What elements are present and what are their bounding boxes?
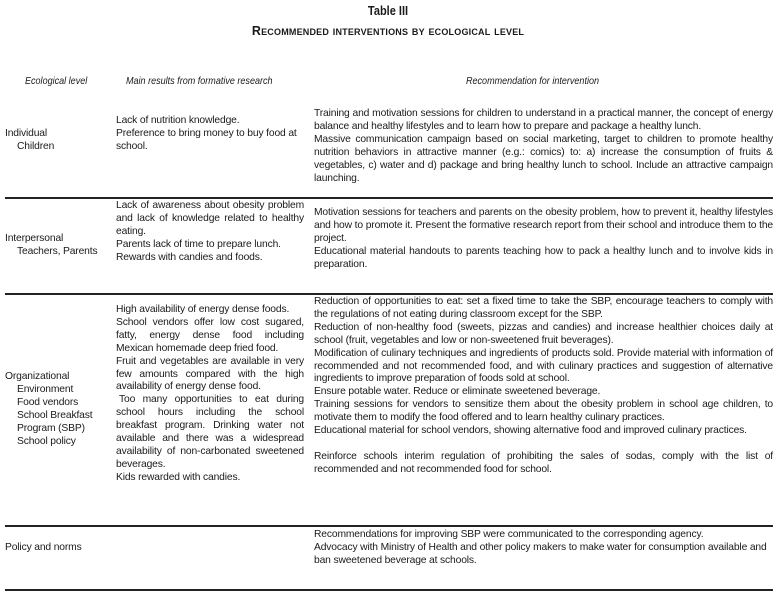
result-item: Rewards with candies and foods. xyxy=(116,251,263,263)
recommendation-item: Massive communication campaign based on social marketing, target to children to promote healthy nutrition behaviors in attractive manner (e.g.: comics) to: a) increase the consumption of fruits & vegetables, c) water and d) package and bring healthy lunch to school. Include an attractive campaign launching. xyxy=(314,133,773,184)
table-bottom-rule xyxy=(5,589,773,591)
ecological-level-cell xyxy=(5,233,115,259)
sublevel-label: Teachers, Parents xyxy=(17,245,98,257)
recommendation-item: Motivation sessions for teachers and parents on the obesity problem, how to prevent it, healthy lifestyles and how to promote it. Present the formative research report from their school and introduce them to the project. xyxy=(314,207,773,244)
spacer xyxy=(314,438,773,451)
recommendation-item: Reduction of opportunities to eat: set a fixed time to take the SBP, encourage teachers to comply with the regulations of not eating during classroom except for the SBP. xyxy=(314,296,773,320)
ecological-level-cell xyxy=(5,371,115,448)
result-item: Parents lack of time to prepare lunch. xyxy=(116,238,281,250)
result-item: Lack of awareness about obesity problem and lack of knowledge related to healthy eating. xyxy=(116,200,304,237)
recommendation-item: Educational material handouts to parents teaching how to pack a healthy lunch and to involve kids in preparation. xyxy=(314,245,773,270)
results-cell xyxy=(116,115,304,154)
result-item: Fruit and vegetables are available in very few amounts compared with the high availability of energy dense food. xyxy=(116,355,304,393)
row-divider xyxy=(5,197,773,199)
recommendation-item: Recommendations for improving SBP were communicated to the corresponding agency. xyxy=(314,529,704,540)
recommendation-item: Training sessions for vendors to sensitize them about the obesity problem in school age children, to motivate them to modify the food offered and to learn healthy culinary practices. xyxy=(314,399,773,424)
ecological-level-cell xyxy=(5,128,115,154)
table-number: Table III xyxy=(367,4,409,18)
sublevel-label: Environment xyxy=(17,383,74,395)
recommendation-cell xyxy=(314,207,773,272)
recommendation-item: Reinforce schools interim regulation of prohibiting the sales of sodas, comply with the list of recommended and not recommended food for school. xyxy=(314,450,773,475)
header-ecological-level: Ecological level xyxy=(25,75,88,87)
result-item: Too many opportunities to eat during school hours including the school breakfast program. Drinking water not available and there was a widespread availability of non-carbonated sweetened beverages. xyxy=(116,394,304,470)
ecological-level-cell xyxy=(5,542,205,555)
sublevel-label: Program (SBP) xyxy=(17,422,85,434)
recommendation-cell xyxy=(314,108,773,185)
results-cell xyxy=(116,304,304,485)
recommendation-item: Training and motivation sessions for children to understand in a practical manner, the concept of energy balance and healthy lifestyles and to learn how to prepare and package a healthy lunch. xyxy=(314,108,773,132)
recommendation-item: Advocacy with Ministry of Health and other policy makers to make water for consumption available and ban sweetened beverage at schools. xyxy=(314,541,767,566)
recommendation-item: Modification of culinary techniques and ingredients of products sold. Provide material with information of recommended and not recommended food, and with culinary practices and suggestion of alternative ingredients to improve preparation of foods sold at school. xyxy=(314,347,773,385)
result-item: Lack of nutrition knowledge. xyxy=(116,115,240,126)
recommendation-item: Reduction of non-healthy food (sweets, pizzas and candies) and increase healthier choices daily at school (fruit, vegetables and low or non-sweetened fruit beverages). xyxy=(314,321,773,346)
recommendation-item: Educational material for school vendors, showing alternative food and improved culinary practices. xyxy=(314,425,747,437)
level-label: Individual xyxy=(5,128,48,139)
sublevel-label: Food vendors xyxy=(17,396,79,408)
recommendation-cell xyxy=(314,529,773,568)
result-item: School vendors offer low cost sugared, fatty, energy dense food including Mexican homemade deep fried food. xyxy=(116,316,304,354)
header-recommendation: Recommendation for intervention xyxy=(466,75,600,87)
header-main-results: Main results from formative research xyxy=(126,75,273,87)
result-item: High availability of energy dense foods. xyxy=(116,304,290,315)
table-title: Recommended interventions by ecological level xyxy=(251,24,525,38)
recommendation-cell xyxy=(314,296,773,477)
row-divider xyxy=(5,525,773,527)
sublevel-label: School policy xyxy=(17,435,76,447)
level-label: Policy and norms xyxy=(5,542,82,553)
recommendation-item: Ensure potable water. Reduce or eliminate sweetened beverage. xyxy=(314,386,601,398)
results-cell xyxy=(116,200,304,265)
sublevel-label: Children xyxy=(17,140,55,152)
level-label: Organizational xyxy=(5,371,70,382)
sublevel-label: School Breakfast xyxy=(17,409,93,421)
level-label: Interpersonal xyxy=(5,233,64,244)
result-item: Preference to bring money to buy food at school. xyxy=(116,127,297,152)
row-divider xyxy=(5,293,773,295)
result-item: Kids rewarded with candies. xyxy=(116,471,241,483)
